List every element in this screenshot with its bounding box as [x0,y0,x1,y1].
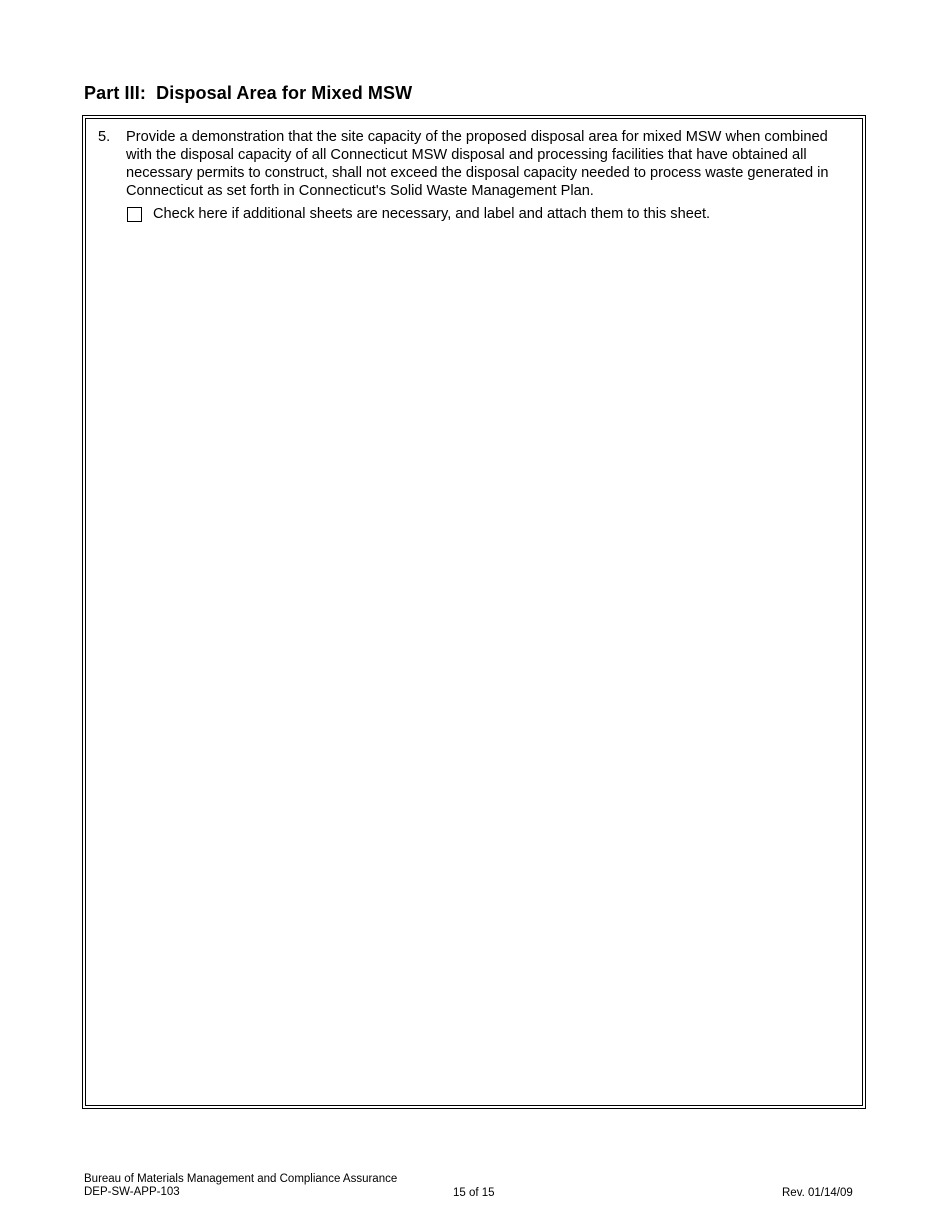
response-frame [82,115,866,1109]
question-number: 5. [98,129,111,145]
footer-left [84,1173,397,1199]
additional-sheets-label: Check here if additional sheets are necessary, and label and attach them to this sheet. [153,206,711,222]
part-title: Part III: Disposal Area for Mixed MSW [84,83,413,103]
footer-bureau: Bureau of Materials Management and Compliance Assurance [84,1173,398,1185]
footer-revision: Rev. 01/14/09 [782,1187,853,1199]
footer-form-id: DEP-SW-APP-103 [84,1186,180,1198]
additional-sheets-checkbox[interactable] [127,207,142,222]
response-area[interactable] [85,118,863,1106]
footer-page-number: 15 of 15 [453,1187,495,1199]
question-text: Provide a demonstration that the site capacity of the proposed disposal area for mixed MSW when combined with the disposal capacity of all Connecticut MSW disposal and processing facilities that have obtained all necessary permits to construct, shall not exceed the disposal capacity needed to process waste generated in Connecticut as set forth in Connecticut's Solid Waste Management Plan. [126,129,829,199]
question-5 [98,128,850,223]
additional-sheets-row [127,205,850,223]
